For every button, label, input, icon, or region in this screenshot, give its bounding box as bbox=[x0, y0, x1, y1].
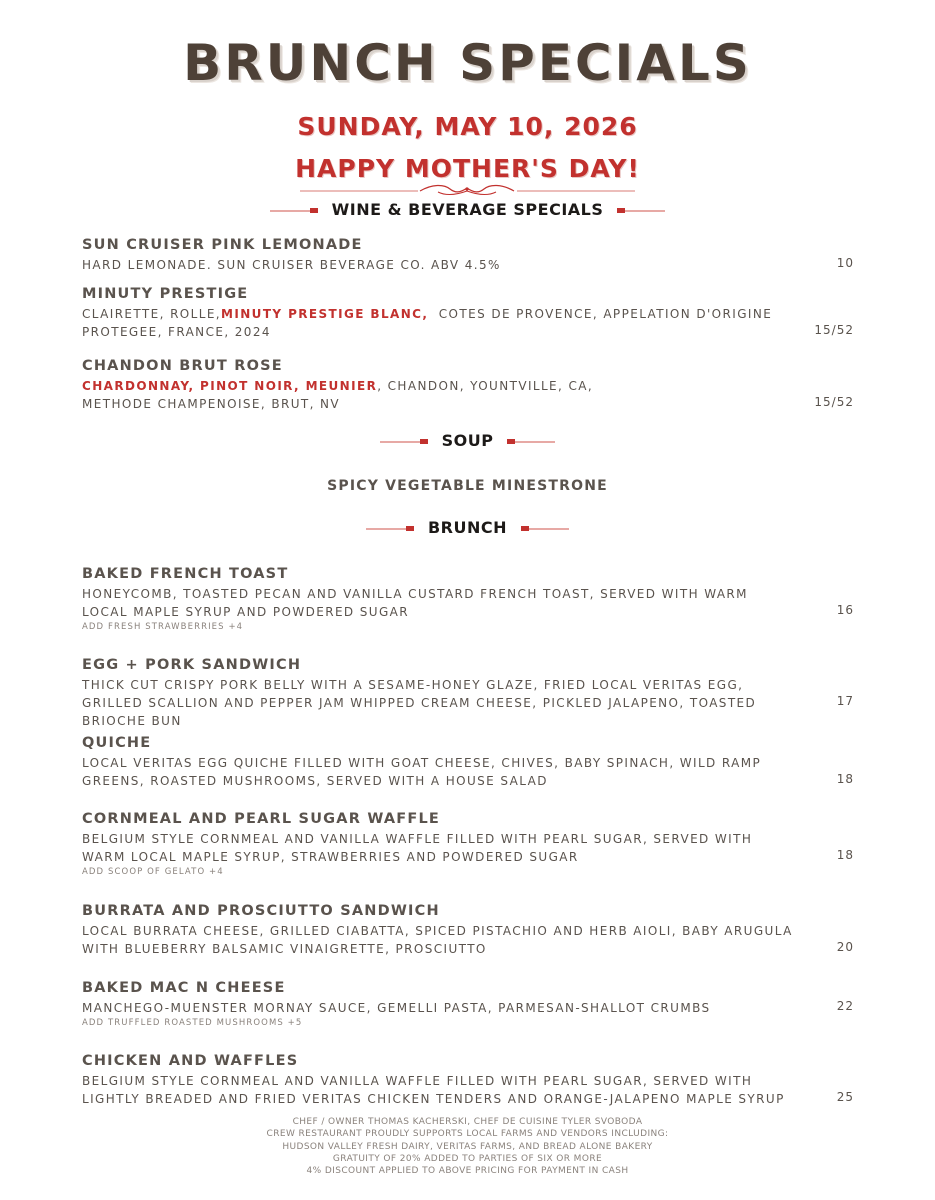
item-name: BAKED MAC N CHEESE bbox=[82, 980, 286, 996]
item-description: MANCHEGO-MUENSTER MORNAY SAUCE, GEMELLI PASTA, PARMESAN-SHALLOT CRUMBS bbox=[82, 1001, 711, 1015]
menu-item bbox=[82, 1050, 854, 1108]
item-name: EGG + PORK SANDWICH bbox=[82, 657, 302, 673]
footer-line: CHEF / OWNER THOMAS KACHERSKI, CHEF DE CUISINE TYLER SVOBODA bbox=[292, 1117, 643, 1127]
divider-ornament-icon bbox=[521, 528, 569, 530]
item-price: 15/52 bbox=[814, 323, 854, 337]
description-text: CLAIRETTE, ROLLE, bbox=[82, 307, 222, 321]
item-description bbox=[82, 1072, 854, 1108]
description-text: METHODE CHAMPENOISE, BRUT, NV bbox=[82, 397, 341, 411]
menu-item bbox=[82, 732, 854, 790]
description-text: COTES DE PROVENCE, APPELATION D'ORIGINE PROTEGEE, FRANCE, 2024 bbox=[82, 307, 778, 339]
item-description: HONEYCOMB, TOASTED PECAN AND VANILLA CUSTARD FRENCH TOAST, SERVED WITH WARM LOCAL MAPLE SYRUP AND POWDERED SUGAR bbox=[82, 587, 748, 619]
menu-item bbox=[82, 283, 854, 341]
item-price: 17 bbox=[836, 694, 854, 708]
item-name: CHICKEN AND WAFFLES bbox=[82, 1053, 299, 1069]
item-name: QUICHE bbox=[82, 735, 152, 751]
item-price: 18 bbox=[836, 772, 854, 786]
flourish-divider-icon bbox=[300, 183, 635, 197]
menu-item bbox=[82, 234, 854, 274]
footer-line: 4% DISCOUNT APPLIED TO ABOVE PRICING FOR PAYMENT IN CASH bbox=[306, 1166, 629, 1177]
item-description bbox=[82, 305, 854, 341]
menu-date: SUNDAY, MAY 10, 2026 bbox=[297, 112, 638, 141]
description-highlight: MINUTY PRESTIGE BLANC, bbox=[221, 307, 429, 321]
item-name: CORNMEAL AND PEARL SUGAR WAFFLE bbox=[82, 811, 441, 827]
item-addon: ADD FRESH STRAWBERRIES +4 bbox=[82, 622, 244, 632]
menu-item bbox=[82, 900, 854, 958]
divider-ornament-icon bbox=[366, 528, 414, 530]
page-title: BRUNCH SPECIALS bbox=[183, 34, 752, 92]
item-price: 20 bbox=[836, 940, 854, 954]
item-price: 16 bbox=[836, 603, 854, 617]
section-header-wine bbox=[0, 199, 935, 221]
description-highlight: CHARDONNAY, PINOT NOIR, MEUNIER bbox=[82, 379, 378, 393]
item-description: HARD LEMONADE. SUN CRUISER BEVERAGE CO. ABV 4.5% bbox=[82, 258, 501, 272]
description-text: BELGIUM STYLE CORNMEAL AND VANILLA WAFFLE FILLED WITH PEARL SUGAR, SERVED WITH bbox=[82, 832, 753, 846]
section-title: SOUP bbox=[441, 431, 494, 450]
divider-ornament-icon bbox=[507, 441, 555, 443]
section-header-soup bbox=[0, 430, 935, 452]
description-text: WARM LOCAL MAPLE SYRUP, STRAWBERRIES AND POWDERED SUGAR bbox=[82, 850, 579, 864]
footer-notes bbox=[0, 1116, 935, 1177]
description-text: BELGIUM STYLE CORNMEAL AND VANILLA WAFFLE FILLED WITH PEARL SUGAR, SERVED WITH bbox=[82, 1074, 753, 1088]
footer-line: HUDSON VALLEY FRESH DAIRY, VERITAS FARMS, AND BREAD ALONE BAKERY bbox=[282, 1141, 653, 1152]
menu-item bbox=[82, 563, 854, 634]
item-description bbox=[82, 830, 854, 866]
item-addon: ADD TRUFFLED ROASTED MUSHROOMS +5 bbox=[82, 1018, 303, 1028]
footer-line: GRATUITY OF 20% ADDED TO PARTIES OF SIX OR MORE bbox=[332, 1153, 603, 1164]
menu-item bbox=[82, 654, 854, 730]
menu-item bbox=[82, 977, 854, 1030]
section-header-brunch bbox=[0, 517, 935, 539]
item-name: BURRATA AND PROSCIUTTO SANDWICH bbox=[82, 903, 440, 919]
item-description bbox=[82, 377, 854, 413]
menu-item bbox=[82, 355, 854, 413]
item-price: 25 bbox=[836, 1090, 854, 1104]
item-price: 22 bbox=[836, 999, 854, 1013]
footer-line: CREW RESTAURANT PROUDLY SUPPORTS LOCAL FARMS AND VENDORS INCLUDING: bbox=[266, 1129, 669, 1140]
description-text: , CHANDON, YOUNTVILLE, CA, bbox=[377, 379, 594, 393]
section-title: BRUNCH bbox=[427, 518, 508, 537]
item-name: BAKED FRENCH TOAST bbox=[82, 566, 289, 582]
menu-item bbox=[82, 808, 854, 879]
item-price: 10 bbox=[836, 256, 854, 270]
item-description: LOCAL VERITAS EGG QUICHE FILLED WITH GOAT CHEESE, CHIVES, BABY SPINACH, WILD RAMP GREENS, ROASTED MUSHROOMS, SERVED WITH A HOUSE SALAD bbox=[82, 756, 762, 788]
item-name: MINUTY PRESTIGE bbox=[82, 286, 249, 302]
section-title: WINE & BEVERAGE SPECIALS bbox=[331, 200, 604, 219]
divider-ornament-icon bbox=[270, 210, 318, 212]
divider-ornament-icon bbox=[617, 210, 665, 212]
item-name: SUN CRUISER PINK LEMONADE bbox=[82, 237, 363, 253]
item-price: 18 bbox=[836, 848, 854, 862]
item-description: LOCAL BURRATA CHEESE, GRILLED CIABATTA, SPICED PISTACHIO AND HERB AIOLI, BABY ARUGULA WITH BLUEBERRY BALSAMIC VINAIGRETTE, PROSCIUTTO bbox=[82, 924, 793, 956]
item-price: 15/52 bbox=[814, 395, 854, 409]
description-text: LIGHTLY BREADED AND FRIED VERITAS CHICKEN TENDERS AND ORANGE-JALAPENO MAPLE SYRUP bbox=[82, 1092, 785, 1106]
item-name: CHANDON BRUT ROSE bbox=[82, 358, 283, 374]
item-description: THICK CUT CRISPY PORK BELLY WITH A SESAME-HONEY GLAZE, FRIED LOCAL VERITAS EGG, GRILLED SCALLION AND PEPPER JAM WHIPPED CREAM CHEESE, PICKLED JALAPENO, TOASTED BRIOCHE BUN bbox=[82, 678, 757, 728]
divider-ornament-icon bbox=[380, 441, 428, 443]
greeting-banner: HAPPY MOTHER'S DAY! bbox=[295, 154, 640, 183]
soup-item-name: SPICY VEGETABLE MINESTRONE bbox=[327, 478, 608, 494]
item-addon: ADD SCOOP OF GELATO +4 bbox=[82, 867, 224, 877]
